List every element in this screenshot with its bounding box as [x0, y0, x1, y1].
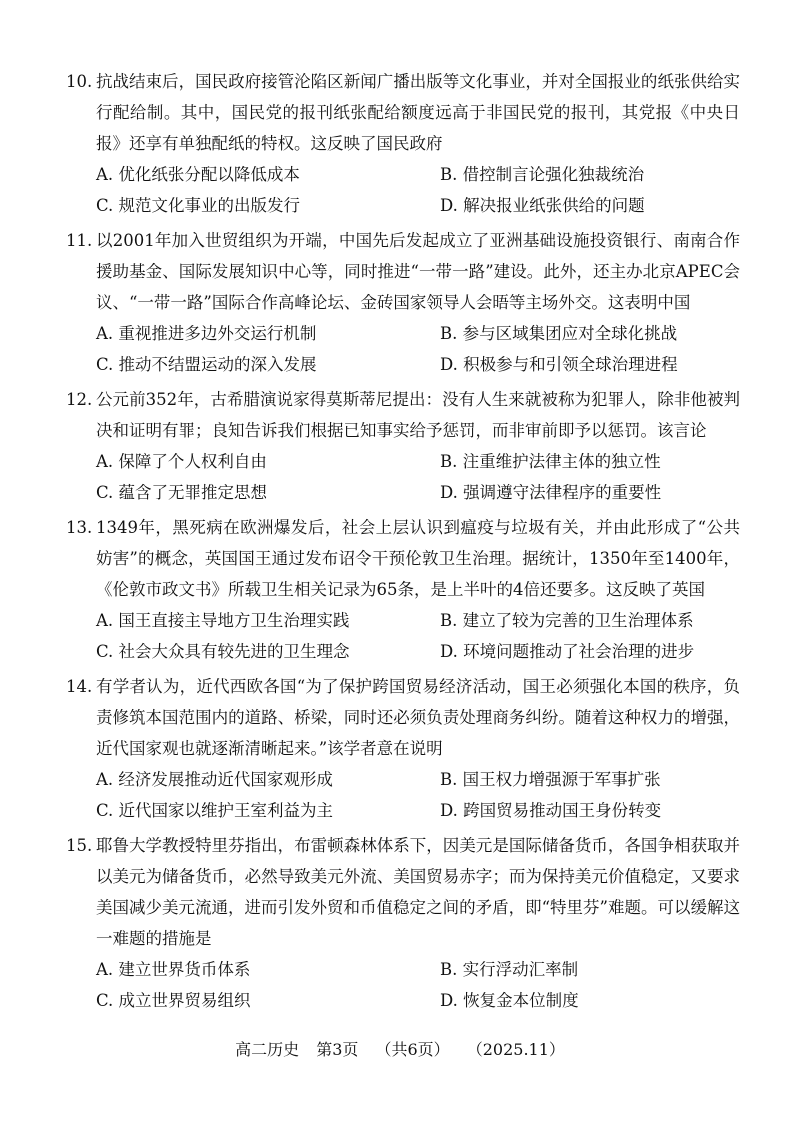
- option-d: D. 积极参与和引领全球治理进程: [440, 355, 678, 374]
- option-list: [66, 446, 740, 508]
- question-14: [66, 671, 740, 826]
- option-a: A. 优化纸张分配以降低成本: [96, 165, 300, 184]
- option-b: B. 参与区域集团应对全球化挑战: [440, 324, 678, 343]
- question-number: 10.: [66, 72, 93, 91]
- option-list: [66, 159, 740, 221]
- option-a: A. 建立世界货币体系: [96, 960, 251, 979]
- option-b: B. 实行浮动汇率制: [440, 960, 579, 979]
- option-a: A. 国王直接主导地方卫生治理实践: [96, 611, 350, 630]
- question-number: 13.: [66, 518, 93, 537]
- option-c: C. 社会大众具有较先进的卫生理念: [96, 642, 350, 661]
- option-list: [66, 764, 740, 826]
- question-11: [66, 225, 740, 380]
- option-a: A. 保障了个人权利自由: [96, 452, 267, 471]
- page-footer: [0, 1038, 800, 1062]
- question-12: [66, 384, 740, 508]
- question-number: 14.: [66, 677, 93, 696]
- option-list: [66, 605, 740, 667]
- footer-subject: 高二历史: [235, 1040, 300, 1059]
- question-stem: 有学者认为，近代西欧各国“为了保护跨国贸易经济活动，国王必须强化本国的秩序，负责修筑本国范围内的道路、桥梁，同时还必须负责处理商务纠纷。随着这种权力的增强，近代国家观也就逐渐清晰起来。”该学者意在说明: [96, 677, 740, 758]
- option-d: D. 恢复金本位制度: [440, 991, 579, 1010]
- option-c: C. 近代国家以维护王室利益为主: [96, 801, 334, 820]
- footer-date: （2025.11）: [466, 1040, 565, 1059]
- option-d: D. 环境问题推动了社会治理的进步: [440, 642, 695, 661]
- option-b: B. 借控制言论强化独裁统治: [440, 165, 645, 184]
- option-d: D. 解决报业纸张供给的问题: [440, 196, 645, 215]
- option-b: B. 注重维护法律主体的独立性: [440, 452, 661, 471]
- question-stem: 耶鲁大学教授特里芬指出，布雷顿森林体系下，因美元是国际储备货币，各国争相获取并以美元为储备货币，必然导致美元外流、美国贸易赤字；而为保持美元价值稳定，又要求美国减少美元流通，进而引发外贸和币值稳定之间的矛盾，即“特里芬”难题。可以缓解这一难题的措施是: [96, 836, 740, 948]
- question-10: [66, 66, 740, 221]
- footer-page: 第3页: [316, 1040, 359, 1059]
- option-list: [66, 318, 740, 380]
- option-a: A. 经济发展推动近代国家观形成: [96, 770, 333, 789]
- question-stem: 抗战结束后，国民政府接管沦陷区新闻广播出版等文化事业，并对全国报业的纸张供给实行配给制。其中，国民党的报刊纸张配给额度远高于非国民党的报刊，其党报《中央日报》还享有单独配纸的特权。这反映了国民政府: [96, 72, 740, 153]
- question-number: 15.: [66, 836, 93, 855]
- question-stem: 1349年，黑死病在欧洲爆发后，社会上层认识到瘟疫与垃圾有关，并由此形成了“公共妨害”的概念，英国国王通过发布诏令干预伦敦卫生治理。据统计，1350年至1400年，《伦敦市政文书》所载卫生相关记录为65条，是上半叶的4倍还要多。这反映了英国: [96, 518, 740, 599]
- option-c: C. 成立世界贸易组织: [96, 991, 251, 1010]
- option-a: A. 重视推进多边外交运行机制: [96, 324, 317, 343]
- question-13: [66, 512, 740, 667]
- option-b: B. 国王权力增强源于军事扩张: [440, 770, 661, 789]
- option-d: D. 跨国贸易推动国王身份转变: [440, 801, 662, 820]
- option-d: D. 强调遵守法律程序的重要性: [440, 483, 662, 502]
- footer-total: （共6页）: [375, 1040, 450, 1059]
- question-15: [66, 830, 740, 1016]
- question-stem: 以2001年加入世贸组织为开端，中国先后发起成立了亚洲基础设施投资银行、南南合作援助基金、国际发展知识中心等，同时推进“一带一路”建设。此外，还主办北京APEC会议、“一带一路”国际合作高峰论坛、金砖国家领导人会晤等主场外交。这表明中国: [96, 231, 740, 312]
- option-c: C. 蕴含了无罪推定思想: [96, 483, 268, 502]
- option-c: C. 推动不结盟运动的深入发展: [96, 355, 317, 374]
- option-list: [66, 954, 740, 1016]
- question-number: 12.: [66, 390, 93, 409]
- option-b: B. 建立了较为完善的卫生治理体系: [440, 611, 694, 630]
- question-number: 11.: [66, 231, 93, 250]
- question-stem: 公元前352年，古希腊演说家得莫斯蒂尼提出：没有人生来就被称为犯罪人，除非他被判决和证明有罪；良知告诉我们根据已知事实给予惩罚，而非审前即予以惩罚。该言论: [96, 390, 740, 440]
- option-c: C. 规范文化事业的出版发行: [96, 196, 301, 215]
